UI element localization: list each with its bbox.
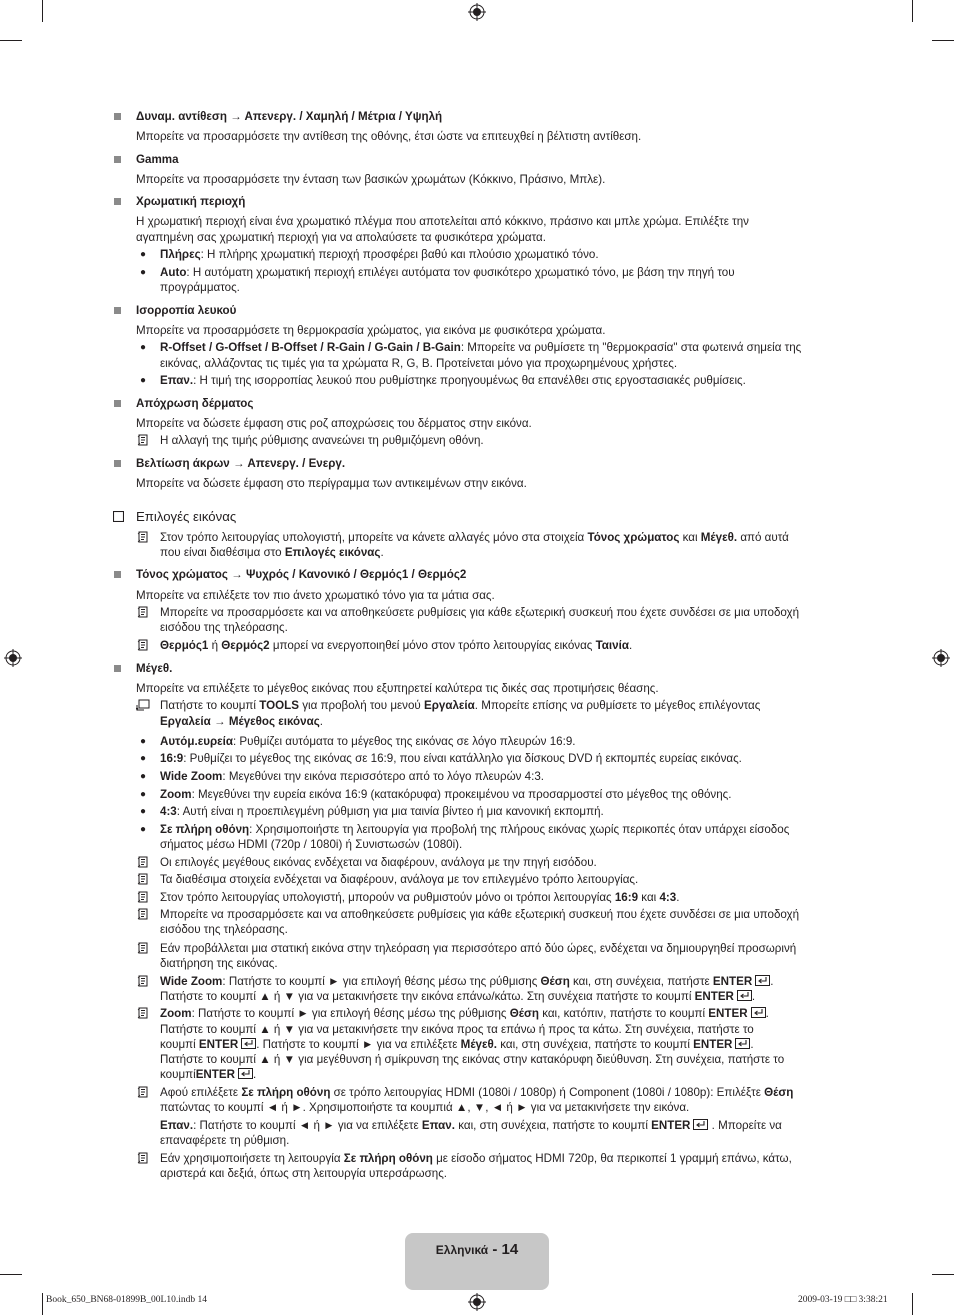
registration-mark-icon bbox=[468, 1293, 486, 1311]
bullet-item-cont: εικόνας, αλλάζοντας τις τιμές για τα χρώματα R, G, B. Προτείνεται μόνο για προχωρημένους χρήστες. bbox=[160, 357, 678, 370]
tools-text: Πατήστε το κουμπί TOOLS για προβολή του μενού Εργαλεία. Μπορείτε επίσης να ρυθμίσετε το μέγεθος επιλέγοντας bbox=[160, 699, 761, 712]
square-bullet-icon bbox=[114, 307, 121, 314]
section-body: Μπορείτε να προσαρμόσετε την αντίθεση της οθόνης, έτσι ώστε να επιτευχθεί η βέλτιστη αντίθεση. bbox=[136, 130, 642, 143]
crop-mark bbox=[0, 40, 22, 41]
round-bullet-icon: ● bbox=[140, 267, 147, 278]
note-text-cont: εισόδου της τηλεόρασης. bbox=[160, 923, 288, 936]
section-body: Μπορείτε να προσαρμόσετε την ένταση των βασικών χρωμάτων (Κόκκινο, Πράσινο, Μπλε). bbox=[136, 173, 606, 186]
note-text-cont: πατώντας το κουμπί ◄ ή ►. Χρησιμοποιήστε τα κουμπιά ▲, ▼, ◄ ή ► για να μετακινήσετε την εικόνα. bbox=[160, 1101, 690, 1114]
page-number-value: 14 bbox=[501, 1241, 519, 1258]
registration-mark-icon bbox=[4, 649, 22, 667]
enter-icon bbox=[735, 1038, 750, 1049]
square-bullet-icon bbox=[114, 571, 121, 578]
section-body: Μπορείτε να προσαρμόσετε τη θερμοκρασία χρώματος, για εικόνα με φυσικότερα χρώματα. bbox=[136, 324, 606, 337]
crop-mark bbox=[912, 0, 913, 22]
bullet-item: Zoom: Μεγεθύνει την ευρεία εικόνα 16:9 (κατακόρυφα) προκειμένου να προσαρμοστεί στο μέγεθος της οθόνης. bbox=[160, 788, 732, 801]
section-body: Μπορείτε να επιλέξετε το μέγεθος εικόνας που εξυπηρετεί καλύτερα τις δικές σας προτιμήσεις θέασης. bbox=[136, 682, 659, 695]
enter-icon bbox=[238, 1068, 253, 1079]
note-icon bbox=[137, 908, 149, 920]
round-bullet-icon: ● bbox=[140, 249, 147, 260]
enter-icon bbox=[693, 1119, 708, 1130]
section-title: Μέγεθ. bbox=[136, 662, 173, 675]
note-text-cont: αριστερά και δεξιά, όπως στη λειτουργία υπερσάρωσης. bbox=[160, 1167, 448, 1180]
enter-icon bbox=[751, 1007, 766, 1018]
round-bullet-icon: ● bbox=[140, 771, 147, 782]
crop-mark bbox=[912, 1293, 913, 1315]
note-icon bbox=[137, 434, 149, 446]
note-icon bbox=[137, 891, 149, 903]
bullet-item: 16:9: Ρυθμίζει το μέγεθος της εικόνας σε 16:9, που είναι κατάλληλο για δίσκους DVD ή εκπομπές ευρείας εικόνας. bbox=[160, 752, 742, 765]
note-text: Οι επιλογές μεγέθους εικόνας ενδέχεται να διαφέρουν, ανάλογα με την πηγή εισόδου. bbox=[160, 856, 597, 869]
note-icon bbox=[137, 531, 149, 543]
note-icon bbox=[137, 1007, 149, 1019]
bullet-item: Wide Zoom: Μεγεθύνει την εικόνα περισσότερο από το λόγο πλευρών 4:3. bbox=[160, 770, 545, 783]
note-text-cont: που είναι διαθέσιμα στο Επιλογές εικόνας. bbox=[160, 546, 384, 559]
bullet-item: Auto: Η αυτόματη χρωματική περιοχή επιλέγει αυτόματα τον φυσικότερο χρωματικό τόνο, με βάση την πηγή του bbox=[160, 266, 735, 279]
square-bullet-icon bbox=[114, 113, 121, 120]
crop-mark bbox=[932, 1274, 954, 1275]
print-slug-left: Book_650_BN68-01899B_00L10.indb 14 bbox=[46, 1295, 207, 1305]
section-title: Gamma bbox=[136, 153, 179, 166]
registration-mark-icon bbox=[468, 3, 486, 21]
section-body: Η χρωματική περιοχή είναι ένα χρωματικό πλέγμα που αποτελείται από κόκκινο, πράσινο και μπλε χρώμα. Επιλέξτε την bbox=[136, 215, 749, 228]
note-text: Τα διαθέσιμα στοιχεία ενδέχεται να διαφέρουν, ανάλογα με τον επιλεγμένο τρόπο λειτουργίας. bbox=[160, 873, 639, 886]
square-bullet-icon bbox=[114, 400, 121, 407]
tools-text-cont: Εργαλεία → Μέγεθος εικόνας. bbox=[160, 715, 323, 728]
section-body: αγαπημένη σας χρωματική περιοχή για να απολαύσετε τα φυσικότερα χρώματα. bbox=[136, 231, 546, 244]
note-text: Η αλλαγή της τιμής ρύθμισης ανανεώνει τη ρυθμιζόμενη οθόνη. bbox=[160, 434, 484, 447]
note-text-cont: Επαν.: Πατήστε το κουμπί ◄ ή ► για να επιλέξετε Επαν. και, στη συνέχεια, πατήστε το κουμπί ENTER . Μπορείτε να bbox=[160, 1119, 782, 1132]
note-text-cont: Πατήστε το κουμπί ▲ ή ▼ για μεγέθυνση ή σμίκρυνση της εικόνας στην κατακόρυφη διεύθυνση. Στη συνέχεια, πατήστε το bbox=[160, 1053, 785, 1066]
note-icon bbox=[137, 1152, 149, 1164]
section-body: Μπορείτε να δώσετε έμφαση στις ροζ αποχρώσεις του δέρματος στην εικόνα. bbox=[136, 417, 532, 430]
square-bullet-icon bbox=[114, 665, 121, 672]
note-text-cont: διατήρηση της εικόνας. bbox=[160, 957, 278, 970]
tools-icon bbox=[136, 699, 150, 711]
round-bullet-icon: ● bbox=[140, 824, 147, 835]
note-text: Εάν χρησιμοποιήσετε τη λειτουργία Σε πλήρη οθόνη με είσοδο σήματος HDMI 720p, θα περικοπεί 1 γραμμή επάνω, κάτω, bbox=[160, 1152, 792, 1165]
page-number: Ελληνικά - 14 bbox=[435, 1241, 519, 1258]
note-text-cont: κουμπί ENTER . Πατήστε το κουμπί ► για να επιλέξετε Μέγεθ. και, στη συνέχεια, πατήστε το κουμπί ENTER . bbox=[160, 1038, 754, 1051]
section-body: Μπορείτε να δώσετε έμφαση στο περίγραμμα των αντικειμένων στην εικόνα. bbox=[136, 477, 527, 490]
round-bullet-icon: ● bbox=[140, 753, 147, 764]
note-icon bbox=[137, 1086, 149, 1098]
note-text-cont: Πατήστε το κουμπί ▲ ή ▼ για να μετακινήσετε την εικόνα επάνω/κάτω. Στη συνέχεια πατήστε το κουμπί ENTER . bbox=[160, 990, 756, 1003]
note-text: Wide Zoom: Πατήστε το κουμπί ► για επιλογή θέσης μέσω της ρύθμισης Θέση και, στη συνέχεια, πατήστε ENTER . bbox=[160, 975, 774, 988]
bullet-item: 4:3: Αυτή είναι η προεπιλεγμένη ρύθμιση για μια ταινία βίντεο ή μια κανονική εκπομπή. bbox=[160, 805, 604, 818]
section-title: Απόχρωση δέρματος bbox=[136, 397, 254, 410]
crop-mark bbox=[0, 1274, 22, 1275]
crop-mark bbox=[42, 0, 43, 22]
note-icon bbox=[137, 606, 149, 618]
note-text-cont: κουμπίENTER . bbox=[160, 1068, 257, 1081]
square-bullet-icon bbox=[114, 156, 121, 163]
section-title: Τόνος χρώματος → Ψυχρός / Κανονικό / Θερμός1 / Θερμός2 bbox=[136, 568, 467, 581]
section-title: Χρωματική περιοχή bbox=[136, 195, 246, 208]
round-bullet-icon: ● bbox=[140, 342, 147, 353]
bullet-item: Αυτόμ.ευρεία: Ρυθμίζει αυτόματα το μέγεθος της εικόνας σε λόγο πλευρών 16:9. bbox=[160, 735, 576, 748]
section-title: Ισορροπία λευκού bbox=[136, 304, 237, 317]
note-text-cont: Πατήστε το κουμπί ▲ ή ▼ για να μετακινήσετε την εικόνα προς τα επάνω ή προς τα κάτω. Στη συνέχεια, πατήστε το bbox=[160, 1023, 754, 1036]
bullet-item: R-Offset / G-Offset / B-Offset / R-Gain / G-Gain / B-Gain: Μπορείτε να ρυθμίσετε τη "θερμοκρασία" στα φωτεινά σημεία της bbox=[160, 341, 802, 354]
bullet-item: Σε πλήρη οθόνη: Χρησιμοποιήστε τη λειτουργία για προβολή της πλήρους εικόνας χωρίς περικοπές όταν υπάρχει είσοδος bbox=[160, 823, 790, 836]
section-body: Μπορείτε να επιλέξετε τον πιο άνετο χρωματικό τόνο για τα μάτια σας. bbox=[136, 589, 495, 602]
note-text: Zoom: Πατήστε το κουμπί ► για επιλογή θέσης μέσω της ρύθμισης Θέση και, κατόπιν, πατήστε το κουμπί ENTER . bbox=[160, 1007, 769, 1020]
section-title: Δυναμ. αντίθεση → Απενεργ. / Χαμηλή / Μέτρια / Υψηλή bbox=[136, 110, 443, 123]
note-text-cont: εισόδου της τηλεόρασης. bbox=[160, 621, 288, 634]
bullet-item-cont: προγράμματος. bbox=[160, 281, 240, 294]
round-bullet-icon: ● bbox=[140, 736, 147, 747]
note-text: Στον τρόπο λειτουργίας υπολογιστή, μπορείτε να κάνετε αλλαγές μόνο στα στοιχεία Τόνος χρώματος και Μέγεθ. από αυτά bbox=[160, 531, 789, 544]
subsection-heading: Επιλογές εικόνας bbox=[136, 509, 237, 524]
note-text: Θερμός1 ή Θερμός2 μπορεί να ενεργοποιηθεί μόνο στον τρόπο λειτουργίας εικόνας Ταινία. bbox=[160, 639, 633, 652]
note-text: Μπορείτε να προσαρμόσετε και να αποθηκεύσετε ρυθμίσεις για κάθε εξωτερική συσκευή που έχετε συνδέσει σε μια υποδοχή bbox=[160, 908, 800, 921]
note-text-cont: επαναφέρετε τη ρύθμιση. bbox=[160, 1134, 290, 1147]
note-icon bbox=[137, 639, 149, 651]
round-bullet-icon: ● bbox=[140, 375, 147, 386]
note-text: Εάν προβάλλεται μια στατική εικόνα στην τηλεόραση για περισσότερο από δύο ώρες, ενδέχεται να δημιουργηθεί προσωρινή bbox=[160, 942, 797, 955]
bullet-item: Πλήρες: Η πλήρης χρωματική περιοχή προσφέρει βαθύ και πλούσιο χρωματικό τόνο. bbox=[160, 248, 599, 261]
section-title: Βελτίωση άκρων → Απενεργ. / Ενεργ. bbox=[136, 457, 346, 470]
note-text: Στον τρόπο λειτουργίας υπολογιστή, μπορούν να ρυθμιστούν μόνο οι τρόποι λειτουργίας 16:9 και 4:3. bbox=[160, 891, 680, 904]
crop-mark bbox=[932, 40, 954, 41]
square-bullet-icon bbox=[114, 198, 121, 205]
round-bullet-icon: ● bbox=[140, 806, 147, 817]
enter-icon bbox=[737, 990, 752, 1001]
registration-mark-icon bbox=[932, 649, 950, 667]
checkbox-heading-icon bbox=[113, 511, 124, 522]
bullet-item: Επαν.: Η τιμή της ισορροπίας λευκού που ρυθμίστηκε προηγουμένως θα επανέλθει στις εργοστασιακές ρυθμίσεις. bbox=[160, 374, 746, 387]
crop-mark bbox=[42, 1293, 43, 1315]
note-text: Μπορείτε να προσαρμόσετε και να αποθηκεύσετε ρυθμίσεις για κάθε εξωτερική συσκευή που έχετε συνδέσει σε μια υποδοχή bbox=[160, 606, 800, 619]
round-bullet-icon: ● bbox=[140, 789, 147, 800]
note-icon bbox=[137, 856, 149, 868]
bullet-item-cont: σήματος μέσω HDMI (720p / 1080i) ή Συνιστωσών (1080i). bbox=[160, 838, 463, 851]
note-text: Αφού επιλέξετε Σε πλήρη οθόνη σε τρόπο λειτουργίας HDMI (1080i / 1080p) ή Component (1080i / 1080p): Επιλέξτε Θέση bbox=[160, 1086, 794, 1099]
language-label: Ελληνικά bbox=[435, 1243, 489, 1257]
square-bullet-icon bbox=[114, 460, 121, 467]
note-icon bbox=[137, 942, 149, 954]
note-icon bbox=[137, 975, 149, 987]
enter-icon bbox=[241, 1038, 256, 1049]
enter-icon bbox=[755, 975, 770, 986]
note-icon bbox=[137, 873, 149, 885]
print-slug-right: 2009-03-19 □□ 3:38:21 bbox=[798, 1295, 888, 1305]
